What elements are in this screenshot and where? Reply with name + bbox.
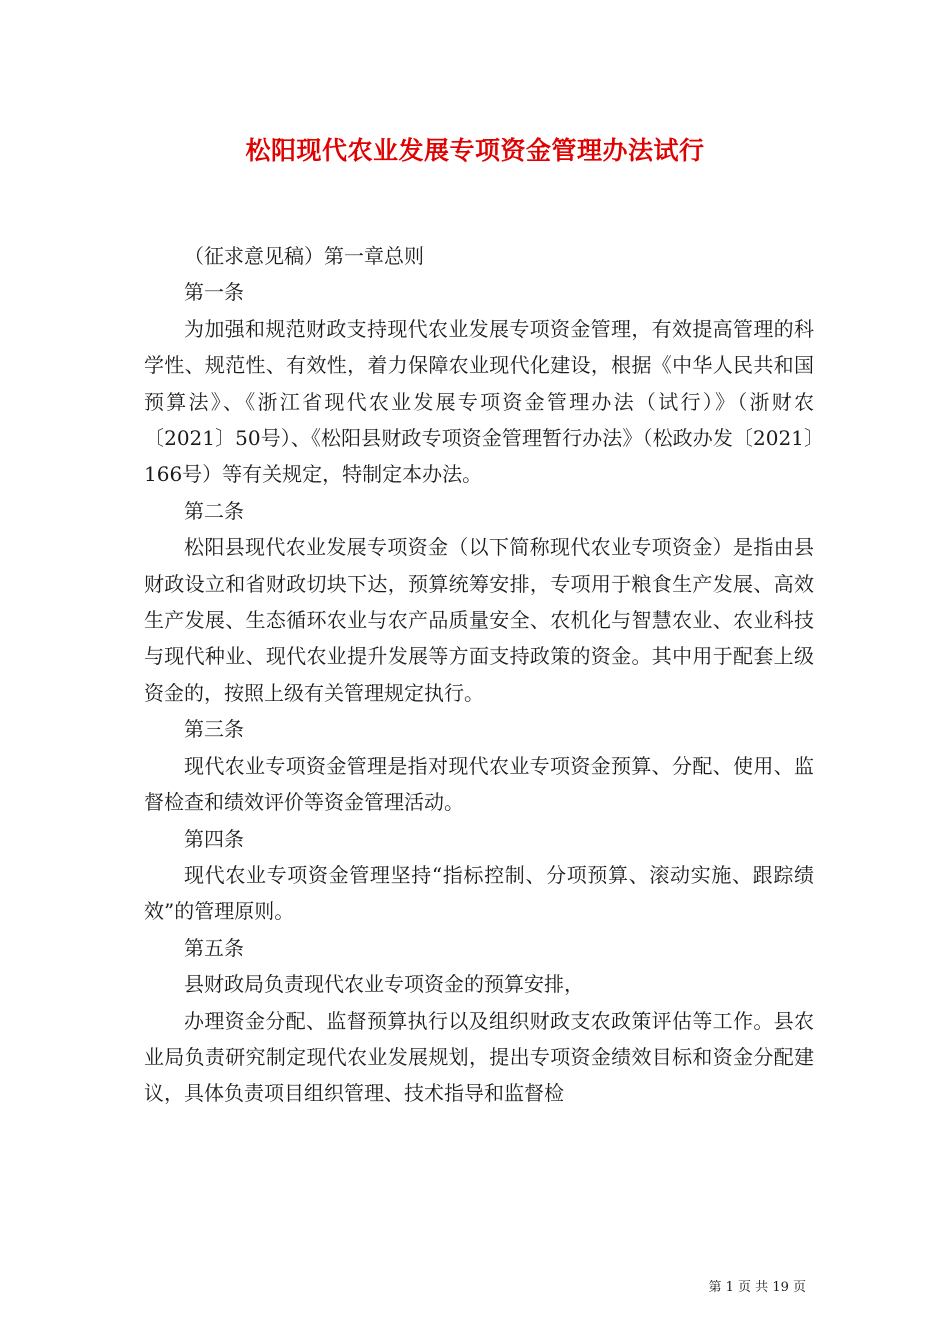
article-heading: 第二条 <box>184 498 244 523</box>
article-heading: 第一条 <box>184 280 244 305</box>
page-number-footer: 第 1 页 共 19 页 <box>708 1280 806 1295</box>
paragraph: 县财政局负责现代农业专项资金的预算安排， <box>184 972 584 997</box>
paragraph: （征求意见稿）第一章总则 <box>184 244 424 268</box>
paragraph: 现代农业专项资金管理是指对现代农业专项资金预算、分配、使用、监督检查和绩效评价等资金管理活动。 <box>144 753 814 815</box>
paragraph: 现代农业专项资金管理坚持“指标控制、分项预算、滚动实施、跟踪绩效”的管理原则。 <box>144 862 814 924</box>
page-title: 松阳现代农业发展专项资金管理办法试行 <box>245 136 705 165</box>
paragraph: 为加强和规范财政支持现代农业发展专项资金管理，有效提高管理的科学性、规范性、有效性，着力保障农业现代化建设，根据《中华人民共和国预算法》、《浙江省现代农业发展专项资金管理办法（试行）》（浙财农〔2021〕50号）、《松阳县财政专项资金管理暂行办法》（松政办发〔2021〕166号）等有关规定，特制定本办法。 <box>144 316 814 487</box>
document-body <box>144 238 814 1112</box>
article-heading: 第四条 <box>184 826 244 851</box>
paragraph: 办理资金分配、监督预算执行以及组织财政支农政策评估等工作。县农业局负责研究制定现代农业发展规划，提出专项资金绩效目标和资金分配建议，具体负责项目组织管理、技术指导和监督检 <box>144 1008 814 1106</box>
article-heading: 第五条 <box>184 935 244 960</box>
paragraph: 松阳县现代农业发展专项资金（以下简称现代农业专项资金）是指由县财政设立和省财政切块下达，预算统筹安排，专项用于粮食生产发展、高效生产发展、生态循环农业与农产品质量安全、农机化与智慧农业、农业科技与现代种业、现代农业提升发展等方面支持政策的资金。其中用于配套上级资金的，按照上级有关管理规定执行。 <box>144 535 814 705</box>
article-heading: 第三条 <box>184 717 244 742</box>
